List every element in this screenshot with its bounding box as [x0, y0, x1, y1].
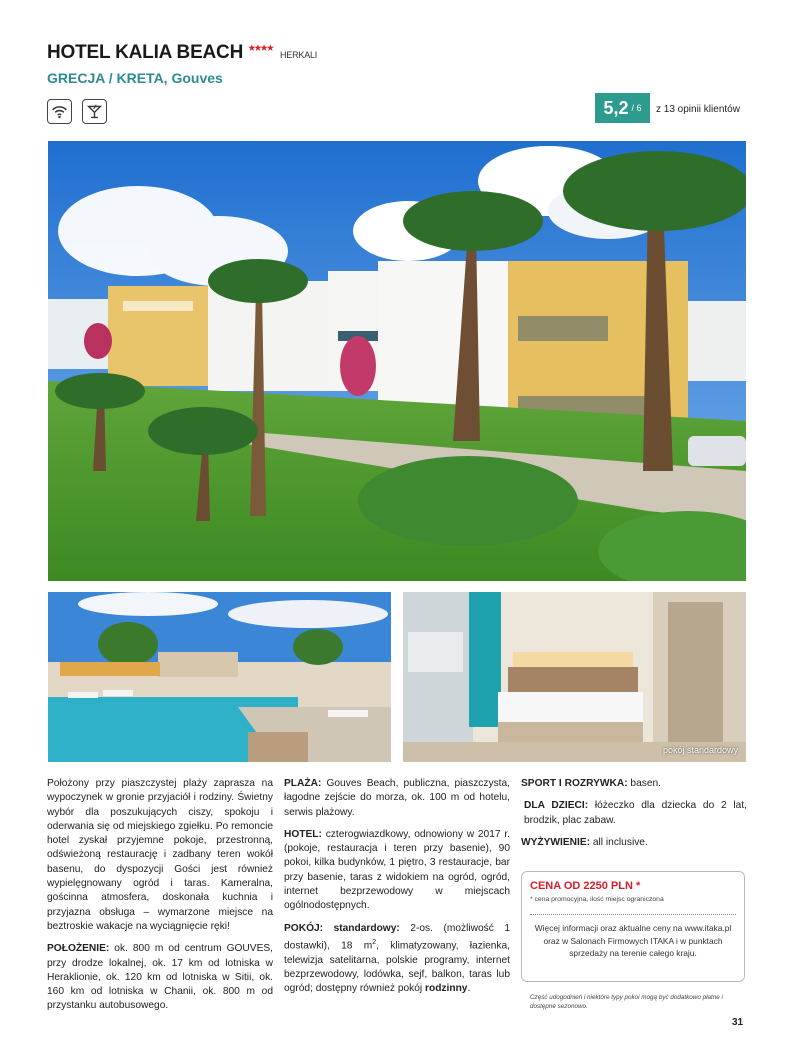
- kids-label: DLA DZIECI:: [524, 800, 589, 812]
- kids-text: łóżeczko dla dziecka do 2 lat, brodzik, plac zabaw.: [524, 800, 747, 826]
- price-headline: CENA OD 2250 PLN *: [530, 880, 641, 892]
- location-text: ok. 800 m od centrum GOUVES, przy drodze lokalnej, ok. 17 km od lotniska w Heraklionie, ok. 120 km od lotniska w Sitii, ok. 160 km od lotniska w Chanii, ok. 800 m od przystanku autobusowego.: [47, 943, 273, 1012]
- food-label: WYŻYWIENIE:: [521, 836, 591, 848]
- room-end: .: [467, 983, 471, 995]
- room-photo: [403, 592, 746, 762]
- rating-scale: / 6: [631, 103, 642, 113]
- food-text: all inclusive.: [590, 836, 648, 848]
- price-note: * cena promocyjna, ilość miejsc ograniczona: [530, 896, 664, 903]
- room-text-a: 2-os. (możliwość 1 dostawki), 18 m: [284, 922, 510, 952]
- star-rating: ★★★★: [248, 43, 273, 53]
- kids-paragraph: [521, 799, 747, 828]
- room-paragraph: [284, 922, 510, 997]
- beach-paragraph: [284, 777, 510, 820]
- room-photo-caption: pokój standardowy: [662, 745, 738, 755]
- country-region: GRECJA / KRETA,: [47, 70, 168, 86]
- hotel-name: HOTEL KALIA BEACH: [47, 42, 244, 63]
- food-paragraph: [521, 836, 747, 850]
- description-column-2: [284, 777, 510, 1005]
- main-hotel-photo: [48, 141, 746, 581]
- hotel-paragraph: [284, 828, 510, 914]
- hotel-text: czterogwiazdkowy, odnowiony w 2017 r. (pokoje, restauracja i teren przy basenie), 90 pokoi, kilka budynków, 1 piętro, 3 restauracje, bar przy basenie, taras z widokiem na ogród, ogród, internet bezprzewodowy w miejscach ogólnodostępnych.: [284, 828, 510, 912]
- room-text-b: , klimatyzowany, łazienka, telewizja satelitarna, polskie programy, internet bezprzewodowy, lodówka, sejf, balkon, taras lub ogród; dostępny również pokój: [284, 940, 511, 995]
- room-family-label: rodzinny: [425, 983, 468, 995]
- beach-label: PLAŻA:: [284, 778, 322, 789]
- sport-label: SPORT I ROZRYWKA:: [521, 778, 628, 789]
- rating-badge: [595, 93, 650, 123]
- room-standard-label: standardowy:: [323, 922, 400, 934]
- hotel-label: HOTEL:: [284, 828, 322, 840]
- rating-count: z 13 opinii klientów: [656, 104, 740, 115]
- cocktail-icon: [82, 99, 107, 124]
- intro-text: Położony przy piaszczystej plaży zaprasza na wypoczynek w gronie przyjaciół i rodziny. Świetny wybór dla poszukujących ciszy, spokoju i oderwania się od miejskiego zgiełku. Po remoncie hotel zyskał przyjemne pokoje, przestronną, odświeżoną restaurację i zadbany teren wokół basenu, do dyspozycji Gości jest również wypielęgnowany ogród i taras. Kameralna, gościnna atmosfera, doskonała kuchnia i przyjazna obsługa – wymarzone miejsce na beztroskie wakacje na wyciągnięcie ręki!: [47, 778, 273, 932]
- town: Gouves: [171, 70, 223, 86]
- sport-paragraph: [521, 777, 747, 791]
- description-column-1: [47, 777, 273, 1022]
- hotel-title: [47, 42, 317, 64]
- location-paragraph: [47, 942, 273, 1013]
- description-column-3: [521, 777, 747, 858]
- brand-label: HERKALI: [279, 50, 318, 60]
- price-box: [521, 871, 745, 982]
- footnote: Część udogodnień i niektóre typy pokoi mogą być dodatkowo płatne i dostępne sezonowo.: [530, 994, 723, 1010]
- price-divider: [530, 914, 736, 915]
- wifi-icon: [47, 99, 72, 124]
- room-label: POKÓJ:: [284, 922, 324, 934]
- pool-photo: [48, 592, 391, 762]
- location-line: [47, 70, 223, 86]
- location-label: POŁOŻENIE:: [47, 943, 110, 955]
- page-number: 31: [732, 1017, 744, 1028]
- room-area-sup: 2: [372, 938, 377, 946]
- beach-text: Gouves Beach, publiczna, piaszczysta, łagodne zejście do morza, ok. 100 m od hotelu, serwis plażowy.: [284, 778, 510, 818]
- rating-value: 5,2: [603, 97, 629, 118]
- sport-text: basen.: [627, 778, 662, 789]
- price-info: Więcej informacji oraz aktualne ceny na www.itaka.pl oraz w Salonach Firmowych ITAKA i w punktach sprzedaży na terenie całego kraju.: [534, 923, 732, 958]
